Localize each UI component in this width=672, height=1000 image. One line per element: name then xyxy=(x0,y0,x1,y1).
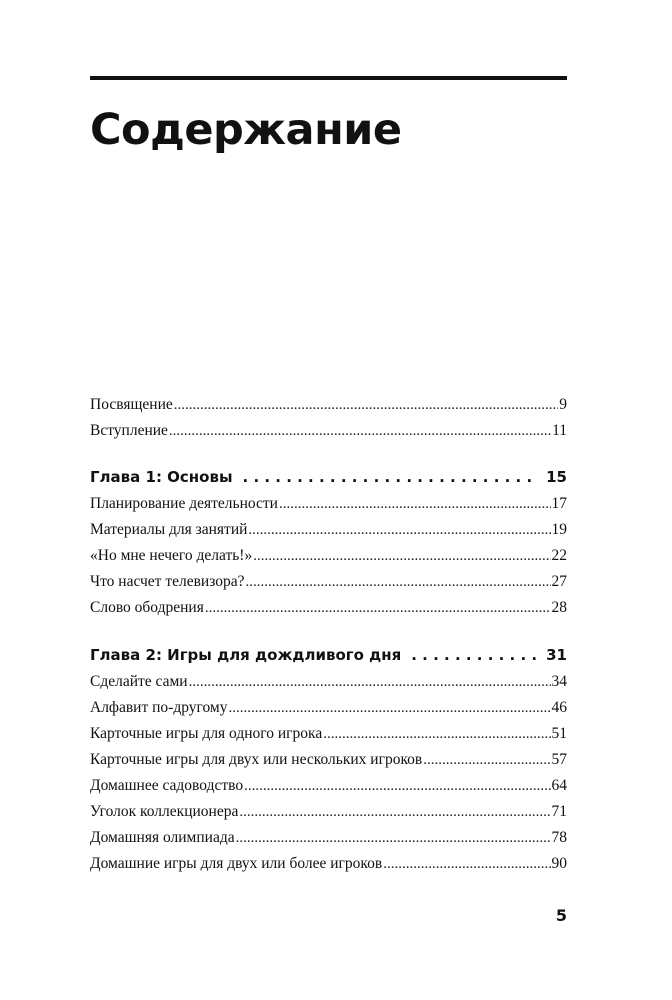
toc-entry[interactable] xyxy=(90,851,567,877)
dot-leader xyxy=(383,851,550,877)
toc-chapter-heading[interactable] xyxy=(90,641,567,669)
toc-entry-page: 90 xyxy=(551,855,567,872)
dot-leader xyxy=(189,669,551,695)
toc-entry[interactable] xyxy=(90,491,567,517)
top-rule xyxy=(90,76,567,80)
toc-chapter-label: Глава 1: Основы xyxy=(90,468,233,486)
dot-leader xyxy=(323,721,550,747)
dot-leader xyxy=(279,491,551,517)
toc-entry-page: 17 xyxy=(551,495,567,512)
table-of-contents xyxy=(90,392,567,877)
toc-entry[interactable] xyxy=(90,569,567,595)
toc-entry-label: Вступление xyxy=(90,422,168,439)
toc-entry[interactable] xyxy=(90,392,567,418)
toc-entry[interactable] xyxy=(90,747,567,773)
toc-entry-label: Слово ободрения xyxy=(90,599,204,616)
dot-leader xyxy=(253,543,550,569)
toc-entry-label: Уголок коллекционера xyxy=(90,803,239,820)
dot-leader xyxy=(169,418,551,444)
toc-entry[interactable] xyxy=(90,669,567,695)
dot-leader xyxy=(243,463,537,491)
toc-entry-label: Что насчет телевизора? xyxy=(90,573,245,590)
toc-entry-label: Материалы для занятий xyxy=(90,521,248,538)
toc-entry-label: Посвящение xyxy=(90,396,173,413)
dot-leader xyxy=(411,641,536,669)
toc-entry-label: Планирование деятельности xyxy=(90,495,278,512)
toc-entry[interactable] xyxy=(90,721,567,747)
page-title: Содержание xyxy=(90,105,402,155)
toc-entry-page: 27 xyxy=(551,573,567,590)
dot-leader xyxy=(248,517,550,543)
dot-leader xyxy=(236,825,551,851)
toc-entry-page: 19 xyxy=(551,521,567,538)
dot-leader xyxy=(205,595,551,621)
toc-entry-label: «Но мне нечего делать!» xyxy=(90,547,253,564)
toc-entry-label: Алфавит по-другому xyxy=(90,699,228,716)
toc-chapter-page: 15 xyxy=(546,468,567,486)
dot-leader xyxy=(174,392,559,418)
toc-entry[interactable] xyxy=(90,418,567,444)
toc-entry-page: 78 xyxy=(551,829,567,846)
toc-entry[interactable] xyxy=(90,517,567,543)
toc-entry[interactable] xyxy=(90,695,567,721)
toc-chapter-1 xyxy=(90,463,567,621)
dot-leader xyxy=(239,799,550,825)
toc-entry[interactable] xyxy=(90,799,567,825)
toc-chapter-2 xyxy=(90,641,567,877)
toc-entry-page: 51 xyxy=(551,725,567,742)
toc-chapter-heading[interactable] xyxy=(90,463,567,491)
toc-entry-label: Сделайте сами xyxy=(90,673,188,690)
toc-chapter-label: Глава 2: Игры для дождливого дня xyxy=(90,646,402,664)
toc-entry[interactable] xyxy=(90,773,567,799)
dot-leader xyxy=(229,695,551,721)
toc-entry-label: Домашнее садоводство xyxy=(90,777,244,794)
toc-entry-page: 11 xyxy=(552,422,567,439)
toc-entry-page: 22 xyxy=(551,547,567,564)
dot-leader xyxy=(244,773,550,799)
toc-entry[interactable] xyxy=(90,543,567,569)
dot-leader xyxy=(246,569,551,595)
toc-entry-page: 46 xyxy=(551,699,567,716)
toc-entry-label: Домашние игры для двух или более игроков xyxy=(90,855,383,872)
page-number: 5 xyxy=(555,906,567,925)
toc-entry-page: 34 xyxy=(551,673,567,690)
toc-entry-label: Домашняя олимпиада xyxy=(90,829,235,846)
toc-entry-page: 9 xyxy=(559,396,567,413)
toc-entry[interactable] xyxy=(90,825,567,851)
toc-entry[interactable] xyxy=(90,595,567,621)
dot-leader xyxy=(423,747,550,773)
toc-chapter-page: 31 xyxy=(546,646,567,664)
toc-front-matter xyxy=(90,392,567,444)
toc-entry-label: Карточные игры для одного игрока xyxy=(90,725,323,742)
toc-entry-page: 28 xyxy=(551,599,567,616)
toc-entry-page: 57 xyxy=(551,751,567,768)
toc-entry-page: 71 xyxy=(551,803,567,820)
toc-entry-label: Карточные игры для двух или нескольких игроков xyxy=(90,751,423,768)
toc-entry-page: 64 xyxy=(551,777,567,794)
